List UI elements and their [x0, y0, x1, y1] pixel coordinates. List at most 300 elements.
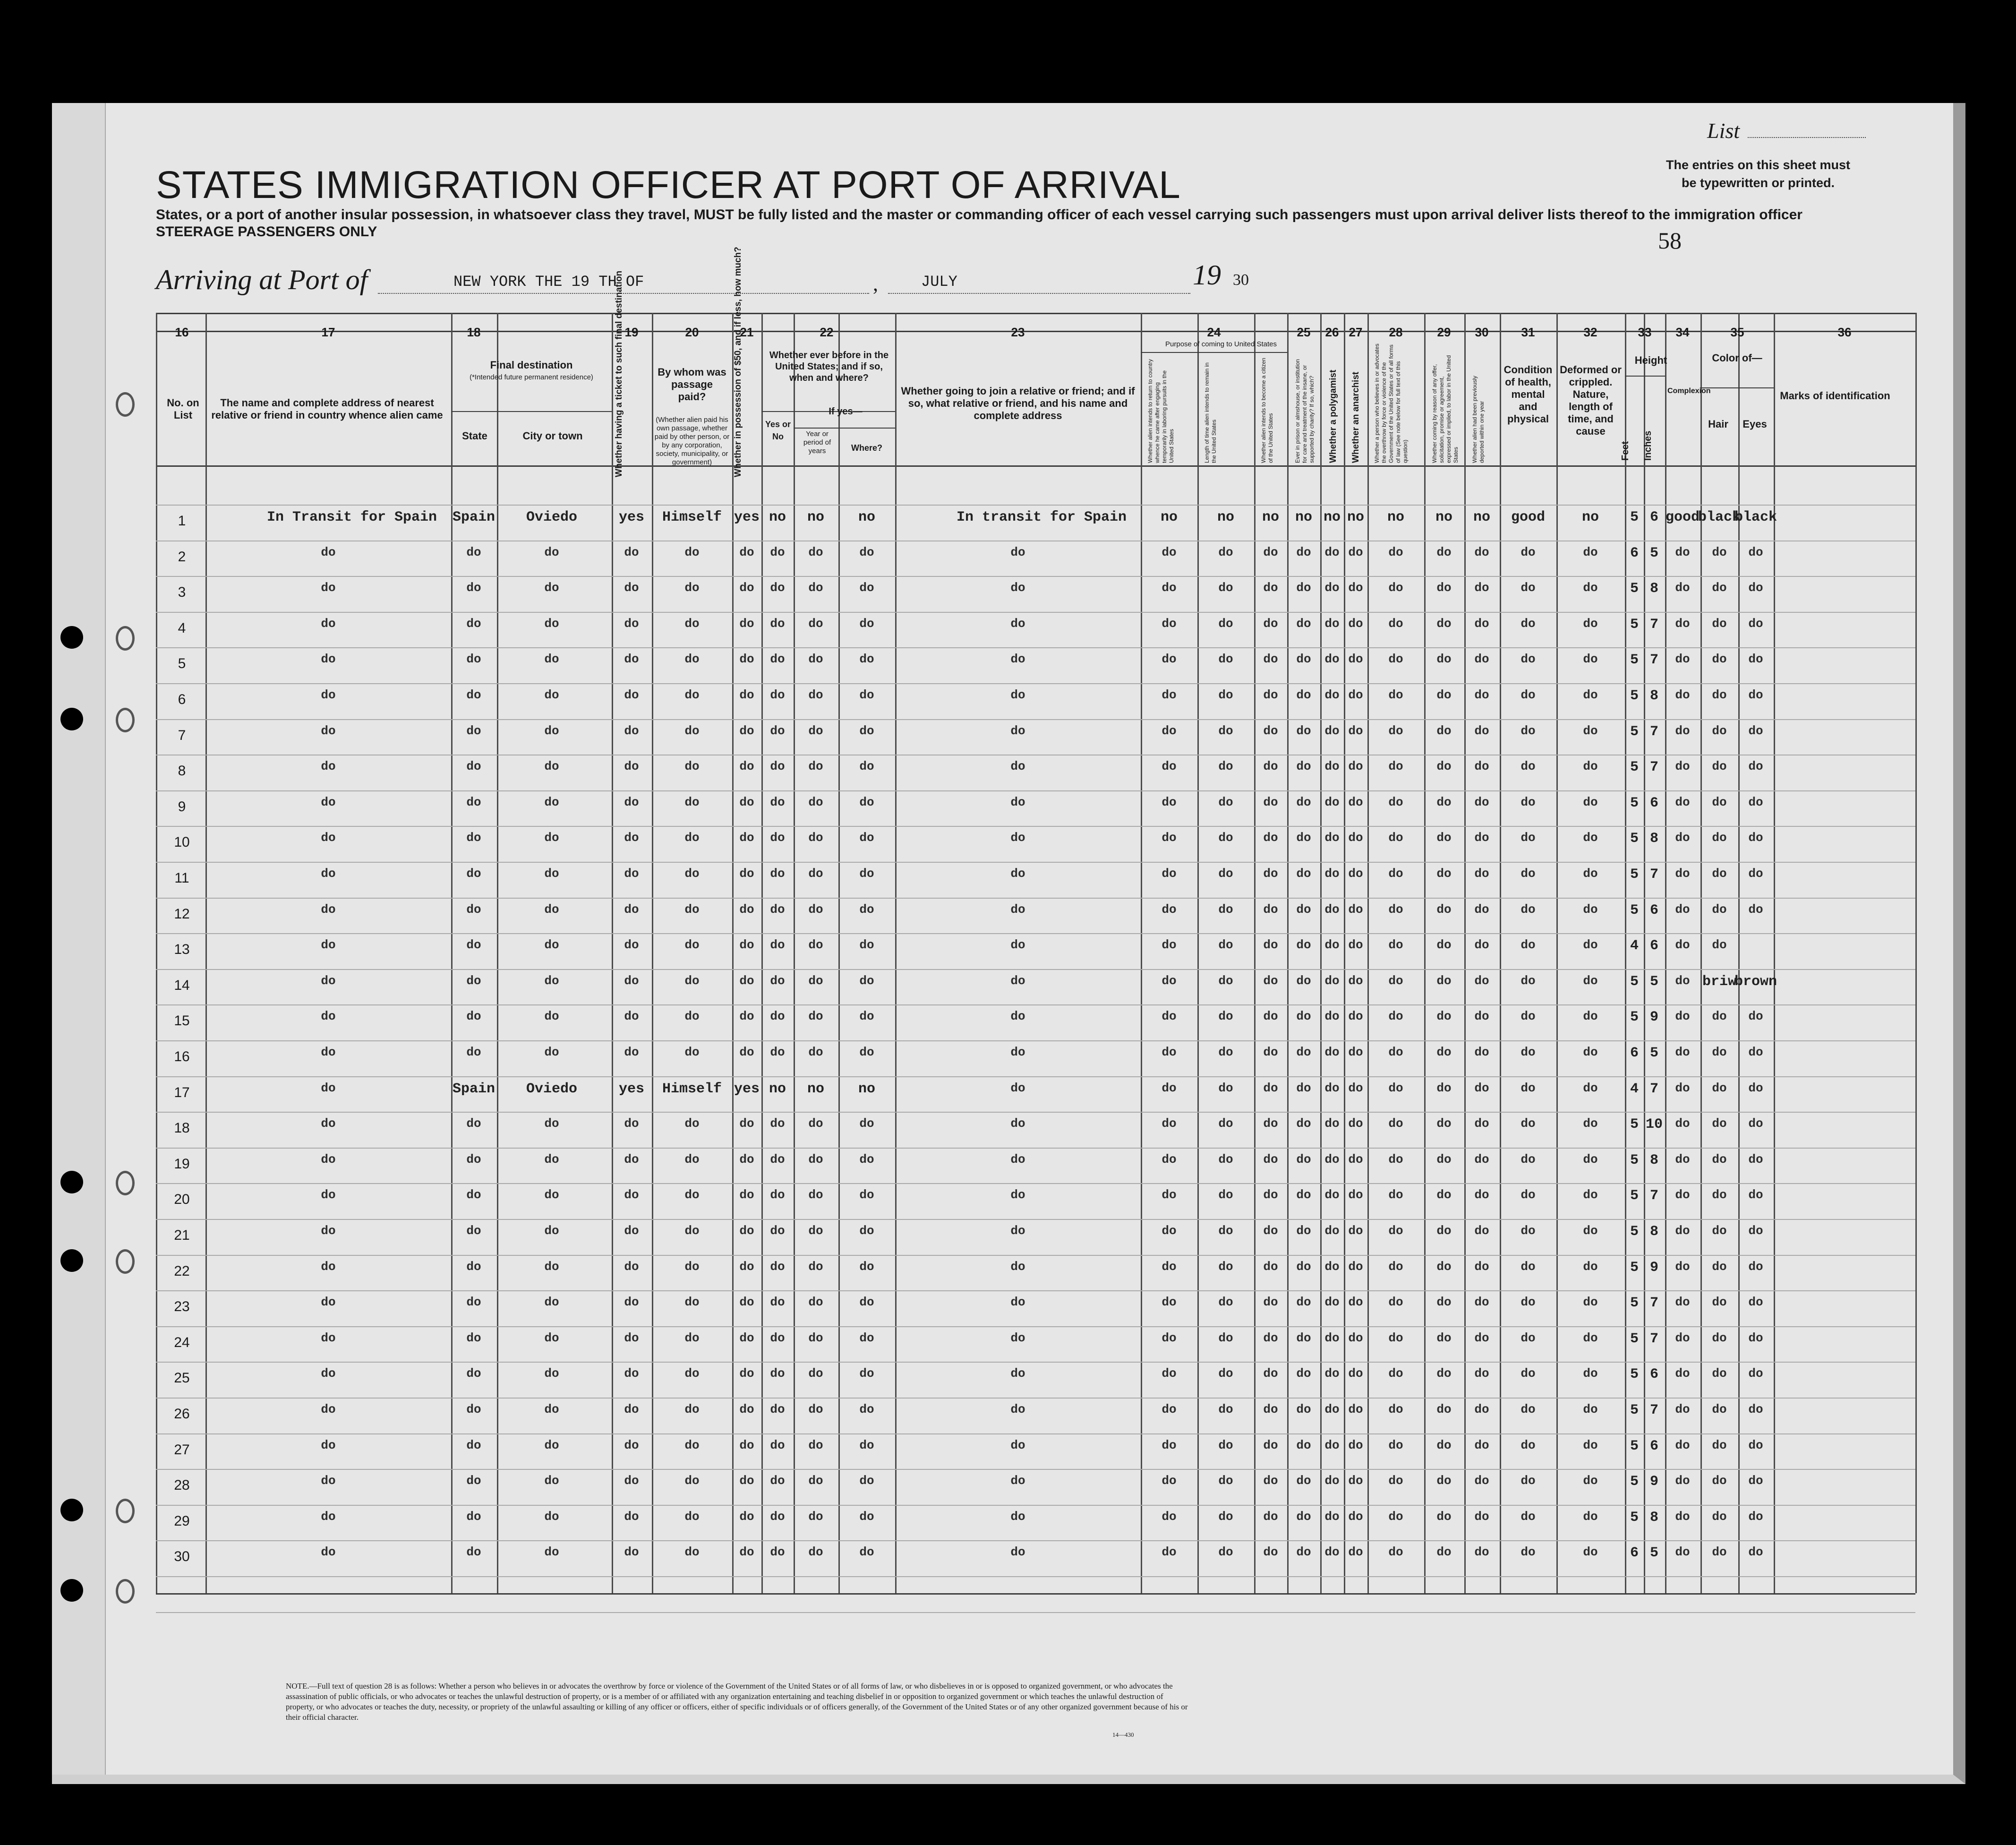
been-before-cell: do — [770, 1045, 785, 1059]
anarchist-cell: do — [1348, 1438, 1363, 1452]
length-cell: do — [1218, 1224, 1233, 1238]
overthrow-cell: do — [1388, 1474, 1403, 1488]
citizen-cell: do — [1263, 1331, 1278, 1345]
header-hair: Hair — [1708, 418, 1728, 430]
labor-offer-cell: do — [1436, 1402, 1452, 1416]
polygamist-cell: do — [1324, 1116, 1340, 1131]
join-relative-cell: do — [1010, 867, 1025, 881]
complexion-cell: do — [1675, 1295, 1690, 1309]
health-cell: do — [1521, 795, 1536, 809]
complexion-cell: do — [1675, 1045, 1690, 1059]
column-number: 27 — [1349, 325, 1363, 339]
height-feet-cell: 5 — [1630, 581, 1639, 597]
hair-color-cell: do — [1712, 831, 1727, 845]
length-cell: do — [1218, 902, 1233, 917]
money-cell: do — [739, 902, 754, 917]
length-cell: no — [1217, 509, 1234, 525]
labor-offer-cell: do — [1436, 1224, 1452, 1238]
years-cell: do — [808, 1188, 823, 1202]
where-cell: do — [859, 1260, 874, 1274]
binder-hole — [60, 708, 83, 730]
city-cell: do — [544, 1009, 559, 1023]
city-cell: do — [544, 1224, 559, 1238]
deported-cell: do — [1474, 1366, 1489, 1381]
join-relative-cell: do — [1010, 1438, 1025, 1452]
relative-cell: do — [321, 1295, 336, 1309]
complexion-cell: do — [1675, 617, 1690, 631]
citizen-cell: do — [1263, 617, 1278, 631]
labor-offer-cell: do — [1436, 831, 1452, 845]
deported-cell: do — [1474, 545, 1489, 559]
column-number: 36 — [1837, 325, 1852, 339]
ticket-cell: yes — [618, 509, 644, 525]
row-rule — [156, 1219, 1915, 1220]
overthrow-cell: do — [1388, 1545, 1403, 1559]
relative-cell: do — [321, 1438, 336, 1452]
length-cell: do — [1218, 831, 1233, 845]
passenger-class-line: STEERAGE PASSENGERS ONLY — [156, 224, 377, 240]
hair-color-cell: do — [1712, 938, 1727, 952]
prison-cell: do — [1296, 1474, 1311, 1488]
eye-color-cell: do — [1748, 1474, 1763, 1488]
overthrow-cell: do — [1388, 724, 1403, 738]
column-number: 17 — [321, 325, 335, 339]
ticket-cell: do — [624, 1545, 639, 1559]
return-cell: do — [1162, 974, 1177, 988]
height-feet-cell: 5 — [1630, 1402, 1639, 1418]
height-feet-cell: 6 — [1630, 1545, 1639, 1561]
subheader-rule — [1141, 352, 1287, 353]
hair-color-cell: do — [1712, 1510, 1727, 1524]
eye-color-cell: do — [1748, 1438, 1763, 1452]
height-inches-cell: 7 — [1649, 652, 1658, 668]
column-number: 30 — [1475, 325, 1489, 339]
years-cell: do — [808, 1474, 823, 1488]
state-cell: do — [466, 1009, 481, 1023]
year-prefix: 19 — [1193, 259, 1221, 291]
complexion-cell: do — [1675, 1402, 1690, 1416]
city-cell: do — [544, 1366, 559, 1381]
return-cell: do — [1162, 1152, 1177, 1167]
header-inches: Inches — [1643, 430, 1653, 461]
header-anarchist: Whether an anarchist — [1351, 371, 1361, 463]
health-cell: do — [1521, 1045, 1536, 1059]
height-inches-cell: 7 — [1649, 867, 1658, 883]
deformed-cell: do — [1583, 688, 1598, 702]
polygamist-cell: no — [1323, 509, 1341, 525]
citizen-cell: do — [1263, 1116, 1278, 1131]
where-cell: do — [859, 1474, 874, 1488]
passage-paid-cell: do — [684, 902, 700, 917]
header-marks: Marks of identification — [1780, 390, 1890, 402]
row-number: 3 — [178, 584, 186, 600]
anarchist-cell: no — [1347, 509, 1364, 525]
ticket-cell: do — [624, 938, 639, 952]
ticket-cell: do — [624, 795, 639, 809]
where-cell: do — [859, 1545, 874, 1559]
row-number: 1 — [178, 513, 186, 529]
overthrow-cell: do — [1388, 831, 1403, 845]
state-cell: do — [466, 1402, 481, 1416]
row-rule — [156, 1612, 1915, 1613]
eye-color-cell: do — [1748, 1545, 1763, 1559]
where-cell: do — [859, 1116, 874, 1131]
eye-color-cell: do — [1748, 688, 1763, 702]
complexion-cell: do — [1675, 1116, 1690, 1131]
prison-cell: do — [1296, 1152, 1311, 1167]
health-cell: good — [1511, 509, 1545, 525]
anarchist-cell: do — [1348, 1295, 1363, 1309]
state-cell: do — [466, 1295, 481, 1309]
column-number: 29 — [1437, 325, 1451, 339]
row-rule — [156, 719, 1915, 720]
row-rule — [156, 1469, 1915, 1470]
relative-cell: do — [321, 759, 336, 773]
ticket-cell: do — [624, 1510, 639, 1524]
height-feet-cell: 5 — [1630, 1295, 1639, 1311]
money-cell: do — [739, 1009, 754, 1023]
return-cell: do — [1162, 1366, 1177, 1381]
prison-cell: do — [1296, 1116, 1311, 1131]
deformed-cell: do — [1583, 1438, 1598, 1452]
city-cell: do — [544, 831, 559, 845]
passage-paid-cell: do — [684, 581, 700, 595]
money-cell: yes — [734, 1081, 760, 1097]
been-before-cell: do — [770, 1438, 785, 1452]
return-cell: do — [1162, 1331, 1177, 1345]
join-relative-cell: do — [1010, 1152, 1025, 1167]
anarchist-cell: do — [1348, 1224, 1363, 1238]
money-cell: do — [739, 1116, 754, 1131]
join-relative-cell: do — [1010, 1402, 1025, 1416]
height-feet-cell: 5 — [1630, 688, 1639, 704]
header-feet: Feet — [1620, 441, 1631, 461]
where-cell: do — [859, 1402, 874, 1416]
year-suffix: 30 — [1233, 271, 1249, 289]
header-final-destination: Final destination — [490, 359, 573, 371]
height-feet-cell: 5 — [1630, 724, 1639, 740]
relative-cell: do — [321, 1545, 336, 1559]
health-cell: do — [1521, 688, 1536, 702]
page-subtitle: States, or a port of another insular possession, in whatsoever class they travel, MUST be fully listed and the master or commanding officer of each vessel carrying such passengers must upon arrival deliver lists thereof to the immigration officer — [156, 207, 1802, 223]
prison-cell: do — [1296, 545, 1311, 559]
eye-color-cell: do — [1748, 1331, 1763, 1345]
return-cell: do — [1162, 1295, 1177, 1309]
citizen-cell: do — [1263, 545, 1278, 559]
been-before-cell: do — [770, 1224, 785, 1238]
years-cell: do — [808, 688, 823, 702]
height-inches-cell: 7 — [1649, 1402, 1658, 1418]
complexion-cell: do — [1675, 1545, 1690, 1559]
money-cell: do — [739, 1152, 754, 1167]
height-inches-cell: 7 — [1649, 617, 1658, 633]
deported-cell: do — [1474, 867, 1489, 881]
passage-paid-cell: do — [684, 1260, 700, 1274]
polygamist-cell: do — [1324, 1188, 1340, 1202]
join-relative-cell: do — [1010, 831, 1025, 845]
row-number: 15 — [174, 1013, 190, 1029]
row-number: 6 — [178, 692, 186, 707]
hair-color-cell: do — [1712, 1116, 1727, 1131]
header-prison: Ever in prison or almshouse, or institution for care and treatment of the insane, or supported by charity? If so, which? — [1294, 359, 1315, 463]
state-cell: do — [466, 1366, 481, 1381]
health-cell: do — [1521, 1260, 1536, 1274]
row-number: 26 — [174, 1406, 190, 1422]
deformed-cell: do — [1583, 1510, 1598, 1524]
header-state: State — [462, 430, 487, 442]
overthrow-cell: do — [1388, 1152, 1403, 1167]
health-cell: do — [1521, 867, 1536, 881]
overthrow-cell: do — [1388, 974, 1403, 988]
health-cell: do — [1521, 1295, 1536, 1309]
money-cell: do — [739, 724, 754, 738]
deformed-cell: do — [1583, 724, 1598, 738]
deported-cell: do — [1474, 1260, 1489, 1274]
money-cell: do — [739, 1188, 754, 1202]
join-relative-cell: do — [1010, 545, 1025, 559]
deported-cell: do — [1474, 1152, 1489, 1167]
city-cell: do — [544, 867, 559, 881]
state-cell: do — [466, 1474, 481, 1488]
list-number-blank — [1748, 137, 1866, 138]
prison-cell: do — [1296, 1331, 1311, 1345]
length-cell: do — [1218, 1402, 1233, 1416]
header-height: Height — [1634, 354, 1667, 366]
relative-cell: do — [321, 688, 336, 702]
join-relative-cell: do — [1010, 617, 1025, 631]
row-number: 21 — [174, 1227, 190, 1243]
height-feet-cell: 5 — [1630, 509, 1639, 525]
row-number: 27 — [174, 1442, 190, 1458]
citizen-cell: do — [1263, 1260, 1278, 1274]
city-cell: do — [544, 1474, 559, 1488]
header-deformed: Deformed or crippled. Nature, length of time, and cause — [1560, 364, 1622, 437]
deported-cell: do — [1474, 1116, 1489, 1131]
height-inches-cell: 7 — [1649, 1331, 1658, 1347]
column-divider — [1915, 313, 1917, 1593]
city-cell: do — [544, 938, 559, 952]
ticket-cell: do — [624, 1402, 639, 1416]
polygamist-cell: do — [1324, 902, 1340, 917]
been-before-cell: do — [770, 1295, 785, 1309]
prison-cell: do — [1296, 867, 1311, 881]
deported-cell: no — [1473, 509, 1490, 525]
header-rule-top — [156, 313, 1915, 314]
ticket-cell: do — [624, 1438, 639, 1452]
port-value: NEW YORK THE 19 TH OF — [453, 273, 644, 291]
passage-paid-cell: do — [684, 1152, 700, 1167]
anarchist-cell: do — [1348, 652, 1363, 666]
passage-paid-cell: do — [684, 974, 700, 988]
polygamist-cell: do — [1324, 759, 1340, 773]
anarchist-cell: do — [1348, 688, 1363, 702]
join-relative-cell: In transit for Spain — [957, 509, 1127, 525]
row-rule — [156, 612, 1915, 613]
row-rule — [156, 898, 1915, 899]
return-cell: do — [1162, 1045, 1177, 1059]
row-number: 9 — [178, 799, 186, 815]
deported-cell: do — [1474, 938, 1489, 952]
polygamist-cell: do — [1324, 867, 1340, 881]
join-relative-cell: do — [1010, 902, 1025, 917]
header-ticket: Whether having a ticket to such final destination — [614, 270, 624, 477]
deformed-cell: do — [1583, 974, 1598, 988]
where-cell: do — [859, 581, 874, 595]
labor-offer-cell: do — [1436, 1081, 1452, 1095]
column-number: 25 — [1297, 325, 1311, 339]
row-rule — [156, 933, 1915, 934]
been-before-cell: do — [770, 867, 785, 881]
join-relative-cell: do — [1010, 688, 1025, 702]
citizen-cell: do — [1263, 688, 1278, 702]
return-cell: do — [1162, 1188, 1177, 1202]
relative-cell: In Transit for Spain — [267, 509, 437, 525]
money-cell: do — [739, 831, 754, 845]
polygamist-cell: do — [1324, 1474, 1340, 1488]
city-cell: do — [544, 759, 559, 773]
return-cell: do — [1162, 1402, 1177, 1416]
years-cell: do — [808, 974, 823, 988]
labor-offer-cell: do — [1436, 1545, 1452, 1559]
relative-cell: do — [321, 938, 336, 952]
hair-color-cell: do — [1712, 1224, 1727, 1238]
eye-color-cell: do — [1748, 581, 1763, 595]
deformed-cell: do — [1583, 902, 1598, 917]
overthrow-cell: do — [1388, 1331, 1403, 1345]
hair-color-cell: do — [1712, 867, 1727, 881]
deported-cell: do — [1474, 902, 1489, 917]
eye-color-cell: do — [1748, 724, 1763, 738]
polygamist-cell: do — [1324, 1152, 1340, 1167]
prison-cell: do — [1296, 1366, 1311, 1381]
money-cell: do — [739, 1474, 754, 1488]
header-where: Where? — [851, 443, 882, 453]
polygamist-cell: do — [1324, 688, 1340, 702]
join-relative-cell: do — [1010, 759, 1025, 773]
polygamist-cell: do — [1324, 545, 1340, 559]
relative-cell: do — [321, 1116, 336, 1131]
row-rule — [156, 1398, 1915, 1399]
years-cell: do — [808, 1224, 823, 1238]
ticket-cell: do — [624, 1295, 639, 1309]
health-cell: do — [1521, 759, 1536, 773]
where-cell: do — [859, 545, 874, 559]
where-cell: do — [859, 1438, 874, 1452]
footnote-question-28: NOTE.—Full text of question 28 is as follows: Whether a person who believes in or advocates the overthrow by force or violence of the Government of the United States or of all forms of law, or who disbelieves in or is opposed to organized government, or who advocates the assassination of public officials, or who advocates or teaches the unlawful destruction of property, or is a member of or affiliated with any organization entertaining and teaching disbelief in or opposition to organized government or which teaches the unlawful destruction of property, or who advocates or teaches the duty, necessity, or propriety of the unlawful assaulting or killing of any officer or officers, either of specific individuals or of officers generally, of the Government of the United States or of any other organized government because of his or their official character. — [286, 1682, 1188, 1722]
passage-paid-cell: do — [684, 795, 700, 809]
polygamist-cell: do — [1324, 617, 1340, 631]
complexion-cell: do — [1675, 759, 1690, 773]
hair-color-cell: do — [1712, 1331, 1727, 1345]
been-before-cell: no — [769, 509, 786, 525]
complexion-cell: do — [1675, 902, 1690, 917]
health-cell: do — [1521, 1366, 1536, 1381]
relative-cell: do — [321, 1510, 336, 1524]
join-relative-cell: do — [1010, 1366, 1025, 1381]
join-relative-cell: do — [1010, 1295, 1025, 1309]
passage-paid-cell: do — [684, 1545, 700, 1559]
labor-offer-cell: do — [1436, 902, 1452, 917]
where-cell: do — [859, 1045, 874, 1059]
relative-cell: do — [321, 545, 336, 559]
deported-cell: do — [1474, 1331, 1489, 1345]
money-cell: do — [739, 1438, 754, 1452]
passage-paid-cell: do — [684, 1438, 700, 1452]
return-cell: do — [1162, 1081, 1177, 1095]
deformed-cell: do — [1583, 545, 1598, 559]
passage-paid-cell: do — [684, 545, 700, 559]
citizen-cell: do — [1263, 938, 1278, 952]
been-before-cell: do — [770, 1260, 785, 1274]
eye-color-cell: do — [1748, 545, 1763, 559]
city-cell: Oviedo — [526, 1081, 578, 1097]
labor-offer-cell: do — [1436, 581, 1452, 595]
citizen-cell: do — [1263, 1402, 1278, 1416]
state-cell: do — [466, 867, 481, 881]
hair-color-cell: do — [1712, 688, 1727, 702]
height-feet-cell: 5 — [1630, 1224, 1639, 1240]
where-cell: do — [859, 1366, 874, 1381]
polygamist-cell: do — [1324, 1045, 1340, 1059]
row-rule — [156, 1255, 1915, 1256]
overthrow-cell: do — [1388, 795, 1403, 809]
overthrow-cell: do — [1388, 902, 1403, 917]
ring-hole — [116, 708, 135, 732]
return-cell: do — [1162, 1224, 1177, 1238]
row-rule — [156, 1505, 1915, 1506]
city-cell: do — [544, 974, 559, 988]
relative-cell: do — [321, 1152, 336, 1167]
deformed-cell: do — [1583, 617, 1598, 631]
passage-paid-cell: do — [684, 1188, 700, 1202]
header-citizen: Whether alien intends to become a citizen of the United States — [1260, 358, 1274, 463]
hair-color-cell: briw — [1702, 974, 1736, 990]
state-cell: do — [466, 1224, 481, 1238]
where-cell: do — [859, 652, 874, 666]
anarchist-cell: do — [1348, 1331, 1363, 1345]
deformed-cell: do — [1583, 1402, 1598, 1416]
hair-color-cell: do — [1712, 724, 1727, 738]
labor-offer-cell: do — [1436, 1009, 1452, 1023]
citizen-cell: do — [1263, 795, 1278, 809]
been-before-cell: do — [770, 831, 785, 845]
deformed-cell: do — [1583, 652, 1598, 666]
prison-cell: do — [1296, 688, 1311, 702]
hair-color-cell: do — [1712, 1295, 1727, 1309]
deformed-cell: do — [1583, 1545, 1598, 1559]
height-inches-cell: 7 — [1649, 724, 1658, 740]
ticket-cell: do — [624, 831, 639, 845]
years-cell: do — [808, 759, 823, 773]
passage-paid-cell: do — [684, 1295, 700, 1309]
height-feet-cell: 5 — [1630, 902, 1639, 918]
eye-color-cell: do — [1748, 1152, 1763, 1167]
header-yes-no: Yes or No — [765, 420, 791, 441]
where-cell: do — [859, 1510, 874, 1524]
row-number: 2 — [178, 549, 186, 565]
prison-cell: do — [1296, 1402, 1311, 1416]
city-cell: do — [544, 1438, 559, 1452]
state-cell: do — [466, 1331, 481, 1345]
row-rule — [156, 1433, 1915, 1434]
binder-hole — [60, 1249, 83, 1272]
join-relative-cell: do — [1010, 974, 1025, 988]
years-cell: no — [807, 509, 824, 525]
deported-cell: do — [1474, 688, 1489, 702]
height-inches-cell: 8 — [1649, 831, 1658, 847]
deported-cell: do — [1474, 1402, 1489, 1416]
height-inches-cell: 10 — [1645, 1116, 1663, 1133]
